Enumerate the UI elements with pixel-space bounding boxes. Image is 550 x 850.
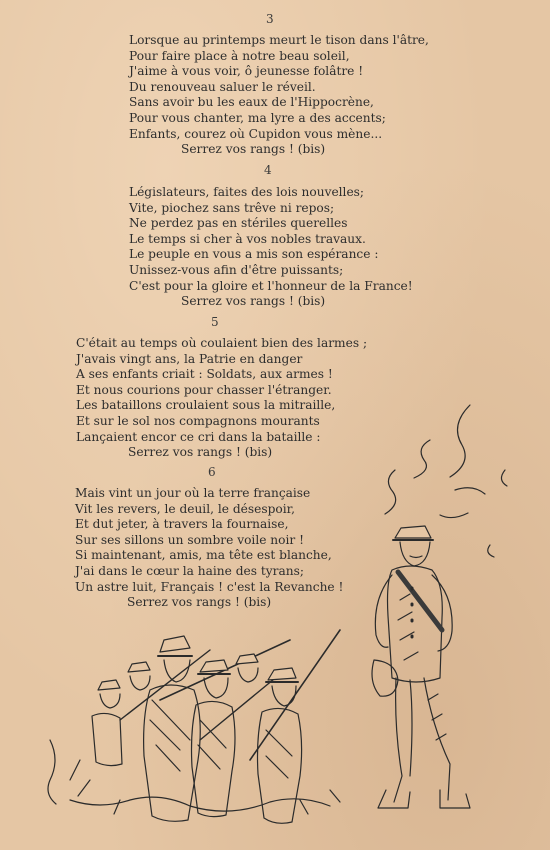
verse-line: Lançaient encor ce cri dans la bataille : <box>76 429 321 444</box>
refrain-line: Serrez vos rangs ! (bis) <box>181 142 326 157</box>
verse-line: J'aime à vous voir, ô jeunesse folâtre ! <box>129 64 364 79</box>
refrain-line: Serrez vos rangs ! (bis) <box>181 294 326 309</box>
verse-line: C'était au temps où coulaient bien des larmes ; <box>76 336 368 350</box>
verse-line: J'ai dans le cœur la haine des tyrans; <box>75 563 304 578</box>
verse-line: Lorsque au printemps meurt le tison dans l'âtre, <box>129 33 429 47</box>
verse-line: Unissez-vous afin d'être puissants; <box>129 262 344 277</box>
officer-figure <box>372 526 470 808</box>
stanza-number: 5 <box>211 315 219 329</box>
verse-line: Un astre luit, Français ! c'est la Revanche ! <box>75 579 344 594</box>
verse-line: Sur ses sillons un sombre voile noir ! <box>75 532 304 547</box>
verse-line: Vit les revers, le deuil, le désespoir, <box>75 501 295 516</box>
verse-line: Ne perdez pas en stériles querelles <box>129 216 348 231</box>
verse-line: Enfants, courez où Cupidon vous mène... <box>129 126 383 141</box>
verse-line: Pour vous chanter, ma lyre a des accents; <box>129 110 386 125</box>
verse-line: Et dut jeter, à travers la fournaise, <box>75 517 289 532</box>
refrain-line: Serrez vos rangs ! (bis) <box>128 445 273 460</box>
verse-line: Le temps si cher à vos nobles travaux. <box>129 231 366 246</box>
stanza-number: 6 <box>208 465 216 479</box>
verse-line: Si maintenant, amis, ma tête est blanche, <box>75 548 332 563</box>
marching-soldiers <box>48 630 340 823</box>
refrain-line: Serrez vos rangs ! (bis) <box>127 595 272 610</box>
page-number: 3 <box>266 12 274 26</box>
verse-line: C'est pour la gloire et l'honneur de la France! <box>129 278 413 293</box>
verse-line: Pour faire place à notre beau soleil, <box>129 48 350 63</box>
verse-line: Les bataillons croulaient sous la mitraille, <box>76 398 336 413</box>
verse-line: A ses enfants criait : Soldats, aux armes ! <box>76 367 333 382</box>
verse-line: Vite, piochez sans trêve ni repos; <box>129 200 335 215</box>
verse-line: Législateurs, faites des lois nouvelles; <box>129 185 365 199</box>
verse-line: Mais vint un jour où la terre française <box>75 486 311 500</box>
verse-line: Et nous courions pour chasser l'étranger. <box>76 382 332 397</box>
verse-line: Le peuple en vous a mis son espérance : <box>129 247 379 262</box>
verse-line: Du renouveau saluer le réveil. <box>129 79 316 94</box>
verse-line: Sans avoir bu les eaux de l'Hippocrène, <box>129 95 374 110</box>
verse-line: Et sur le sol nos compagnons mourants <box>76 413 320 428</box>
stanza-number: 4 <box>264 163 272 177</box>
verse-line: J'avais vingt ans, la Patrie en danger <box>76 351 303 366</box>
